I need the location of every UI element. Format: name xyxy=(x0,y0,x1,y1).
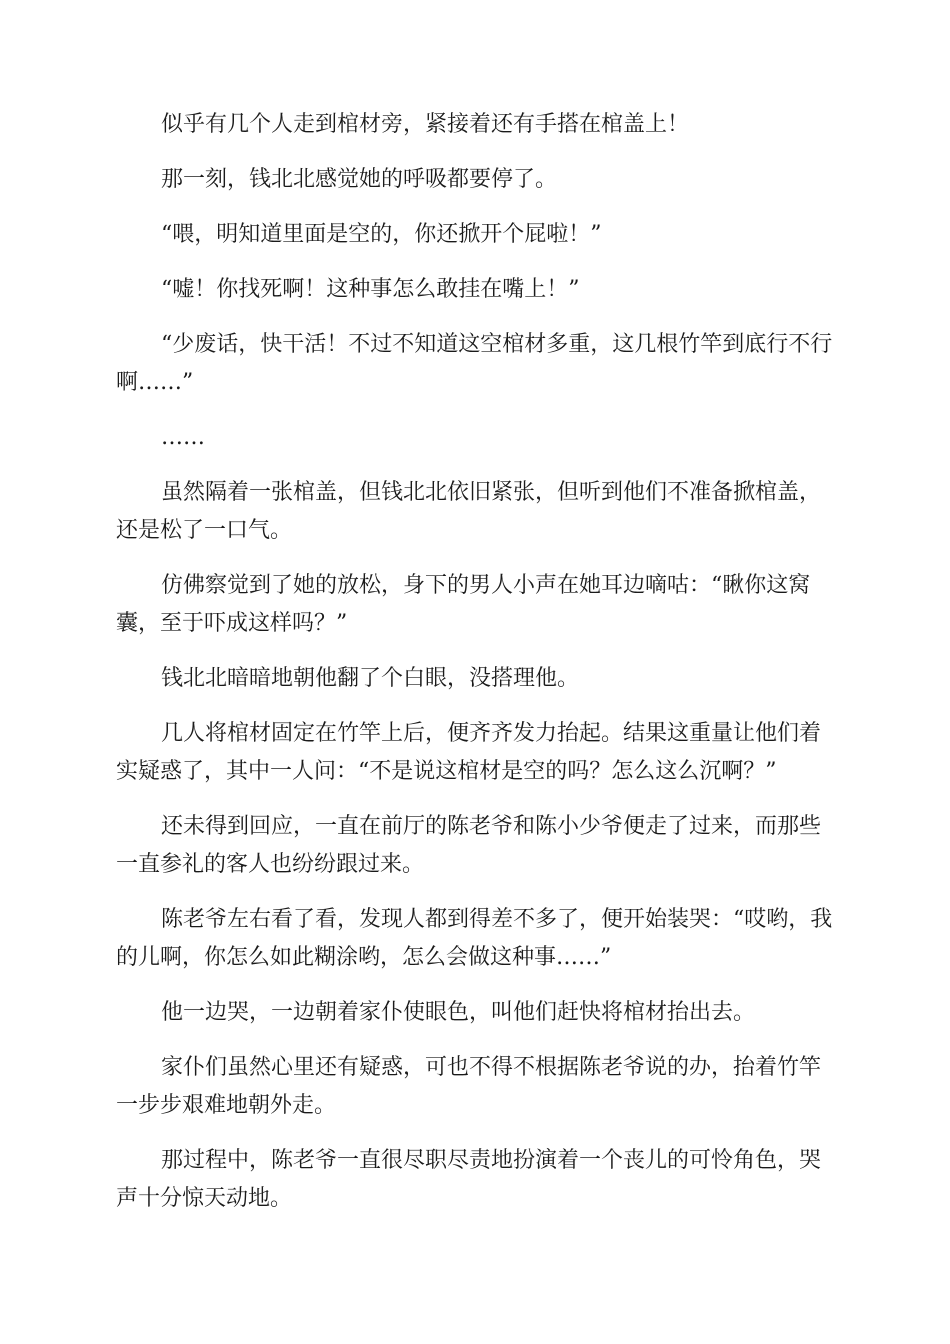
paragraph: 仿佛察觉到了她的放松，身下的男人小声在她耳边嘀咕：“瞅你这窝囊，至于吓成这样吗？” xyxy=(116,573,811,636)
paragraph: 钱北北暗暗地朝他翻了个白眼，没搭理他。 xyxy=(161,666,580,691)
paragraph: 还未得到回应，一直在前厅的陈老爷和陈小少爷便走了过来，而那些一直参礼的客人也纷纷跟过来。 xyxy=(116,814,822,877)
paragraph: 那过程中，陈老爷一直很尽职尽责地扮演着一个丧儿的可怜角色，哭声十分惊天动地。 xyxy=(116,1148,822,1211)
paragraph: …… xyxy=(161,425,205,450)
paragraph: 他一边哭，一边朝着家仆使眼色，叫他们赶快将棺材抬出去。 xyxy=(161,1000,756,1025)
paragraph: “少废话，快干活！不过不知道这空棺材多重，这几根竹竿到底行不行啊……” xyxy=(116,332,833,395)
paragraph: “嘘！你找死啊！这种事怎么敢挂在嘴上！” xyxy=(161,277,580,302)
paragraph: 陈老爷左右看了看，发现人都到得差不多了，便开始装哭：“哎哟，我的儿啊，你怎么如此糊涂哟，怎么会做这种事……” xyxy=(116,907,833,970)
paragraph: 虽然隔着一张棺盖，但钱北北依旧紧张，但听到他们不准备掀棺盖，还是松了一口气。 xyxy=(116,480,822,543)
paragraph: 似乎有几个人走到棺材旁，紧接着还有手搭在棺盖上！ xyxy=(161,112,690,137)
paragraph: 那一刻，钱北北感觉她的呼吸都要停了。 xyxy=(161,167,558,192)
document-body xyxy=(116,106,836,1235)
paragraph: 家仆们虽然心里还有疑惑，可也不得不根据陈老爷说的办，抬着竹竿一步步艰难地朝外走。 xyxy=(116,1055,822,1118)
paragraph: “喂，明知道里面是空的，你还掀开个屁啦！” xyxy=(161,222,602,247)
paragraph: 几人将棺材固定在竹竿上后，便齐齐发力抬起。结果这重量让他们着实疑惑了，其中一人问：“不是说这棺材是空的吗？怎么这么沉啊？” xyxy=(116,721,822,784)
